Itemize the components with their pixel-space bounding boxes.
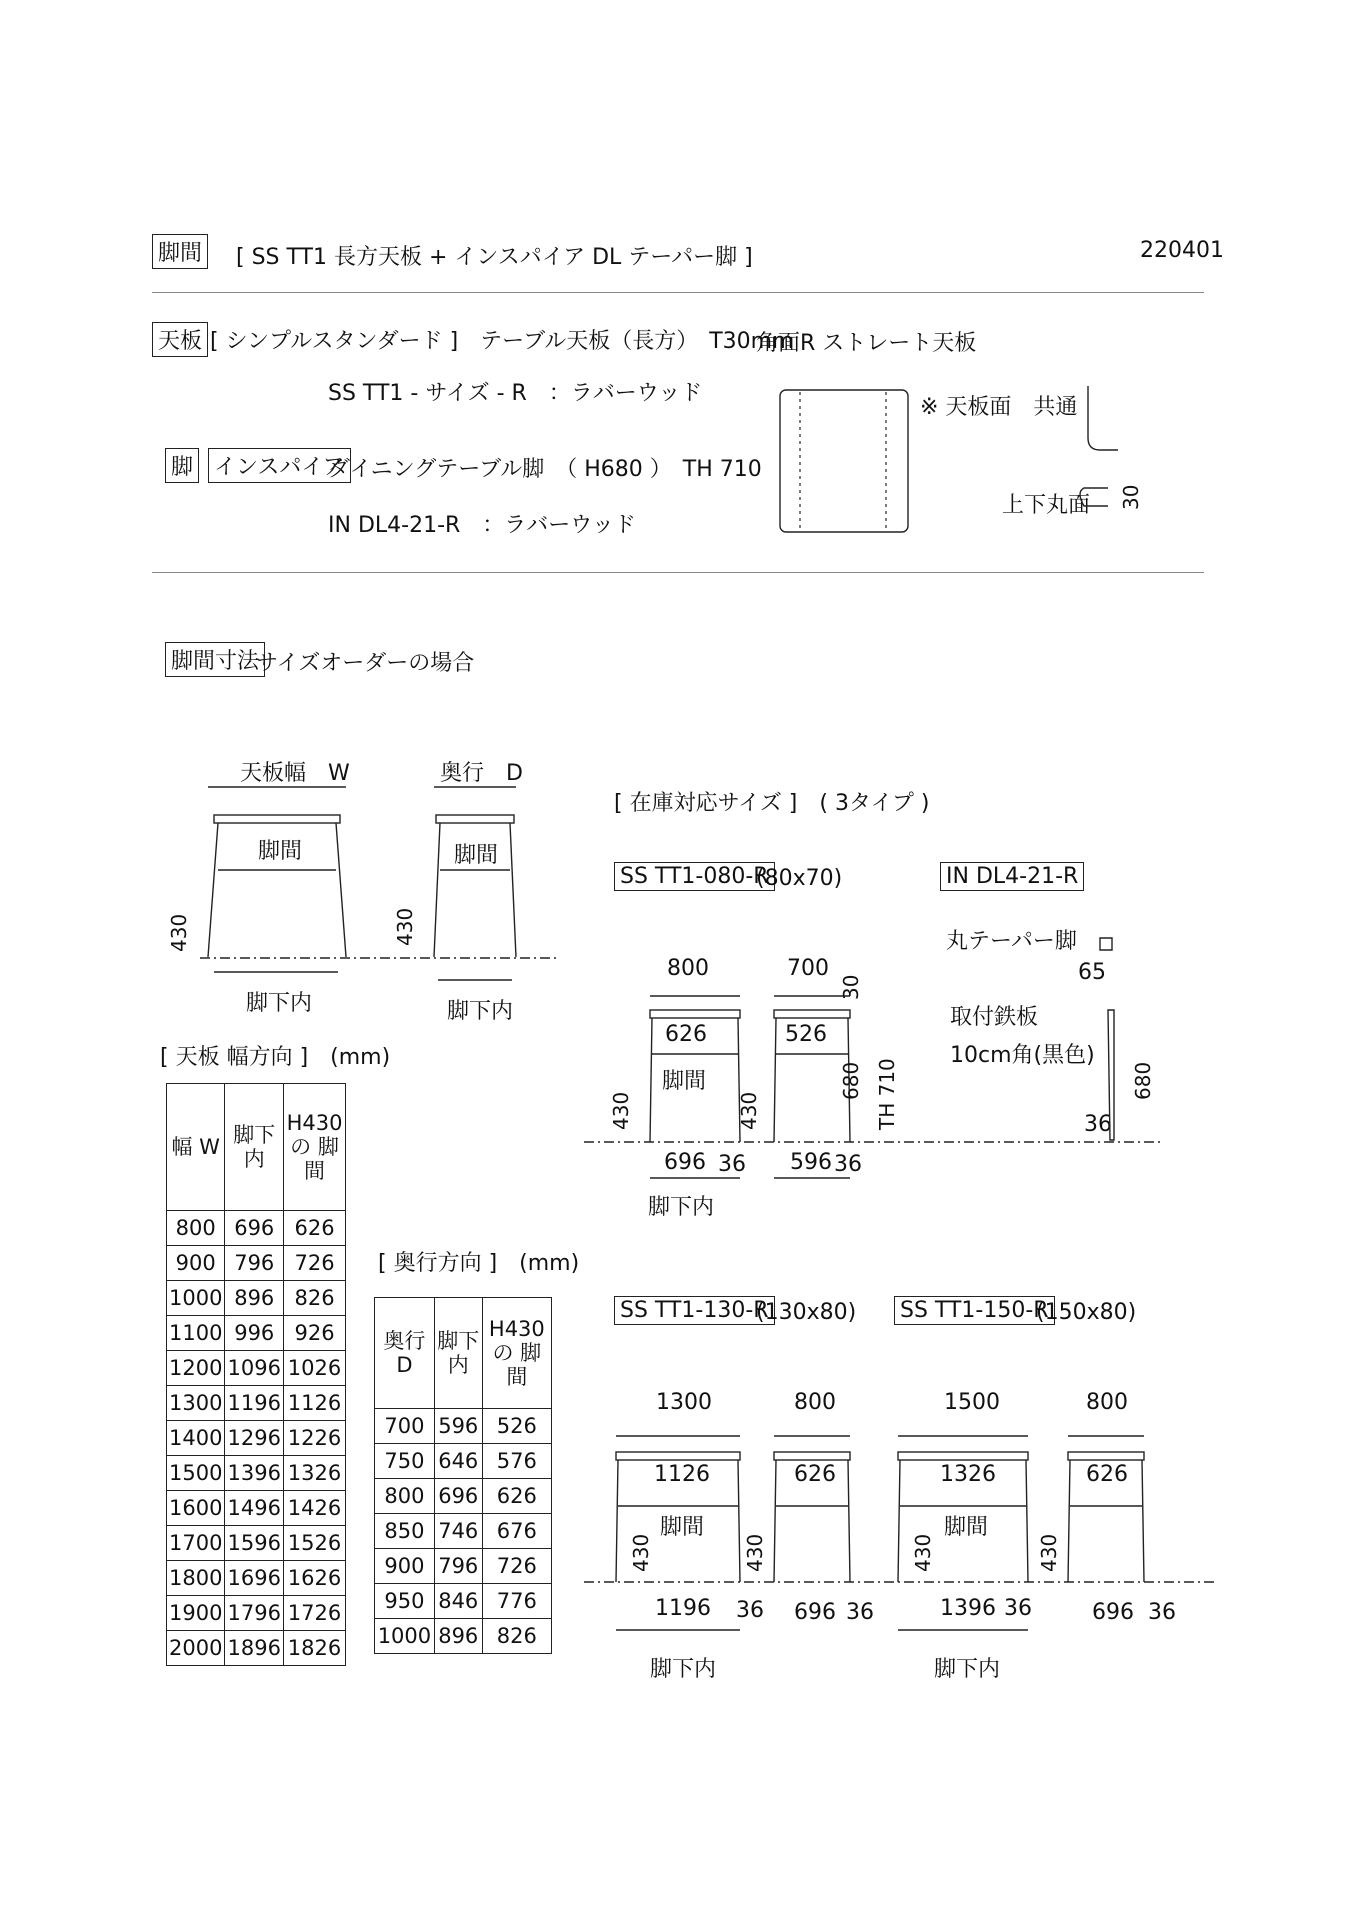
top-board-tag: 天板	[152, 322, 208, 357]
plate-line1: 取付鉄板	[950, 1005, 1039, 1030]
table-cell: 1396	[225, 1456, 284, 1491]
table-header-cell: 脚下内	[434, 1298, 482, 1409]
schematic-leg	[208, 823, 346, 957]
table-cell: 626	[482, 1479, 551, 1514]
table-header-cell: H430の 脚間	[284, 1084, 346, 1211]
dim-626: 626	[665, 1022, 707, 1047]
stock-top-700	[774, 1010, 850, 1018]
model-130: SS TT1-130-R	[614, 1296, 775, 1325]
dim-1126: 1126	[654, 1462, 710, 1487]
table-cell: 646	[434, 1444, 482, 1479]
table-cell: 1500	[167, 1456, 225, 1491]
h430-150a: 430	[911, 1533, 935, 1572]
leg-model: IN DL4-21-R	[940, 862, 1084, 891]
depth-table-title: [ 奥行方向 ] (mm)	[378, 1251, 580, 1276]
dim-36-b: 36	[834, 1152, 862, 1177]
stock-dim	[650, 996, 850, 1178]
gap-label-w: 脚間	[258, 839, 303, 864]
table-cell: 1096	[225, 1351, 284, 1386]
table-cell: 626	[284, 1211, 346, 1246]
width-table-title: [ 天板 幅方向 ] (mm)	[160, 1045, 391, 1070]
table-cell: 800	[167, 1211, 225, 1246]
leg-type: 丸テーパー脚	[946, 929, 1077, 954]
schematic-top-w	[214, 815, 340, 823]
section-title: サイズオーダーの場合	[256, 651, 475, 676]
table-cell: 776	[482, 1584, 551, 1619]
model-080-size: (80x70)	[756, 866, 843, 891]
dim-65: 65	[1078, 960, 1106, 985]
gap-150: 脚間	[944, 1515, 989, 1540]
table-cell: 1696	[225, 1561, 284, 1596]
legs-brand: インスパイア	[208, 448, 351, 483]
stock-leg	[1068, 1460, 1144, 1582]
stock-top-800c	[1068, 1452, 1144, 1460]
table-cell: 896	[225, 1281, 284, 1316]
stock-top-800	[650, 1010, 740, 1018]
inner-080: 脚下内	[648, 1195, 715, 1220]
stock-top-1300	[616, 1452, 740, 1460]
edge-label: 上下丸面	[1002, 493, 1091, 518]
table-cell: 1726	[284, 1596, 346, 1631]
leg-side	[1108, 1010, 1114, 1140]
corner-note: ※ 天板面 共通	[920, 395, 1078, 420]
model-150-size: (150x80)	[1036, 1300, 1137, 1325]
h430-150b: 430	[1037, 1533, 1061, 1572]
table-cell: 1626	[284, 1561, 346, 1596]
table-cell: 1700	[167, 1526, 225, 1561]
header-tag: 脚間	[152, 234, 208, 269]
dim-696: 696	[664, 1150, 706, 1175]
dim-36-leg: 36	[1084, 1112, 1112, 1137]
dim-1396: 1396	[940, 1596, 996, 1621]
legs-line2: IN DL4-21-R ：ラバーウッド	[328, 513, 636, 538]
table-cell: 850	[375, 1514, 435, 1549]
h430-w: 430	[167, 913, 191, 952]
table-cell: 1100	[167, 1316, 225, 1351]
h430-d: 430	[393, 907, 417, 946]
dim-626-b: 626	[794, 1462, 836, 1487]
table-cell: 1200	[167, 1351, 225, 1386]
table-cell: 1800	[167, 1561, 225, 1596]
section-tag: 脚間寸法	[165, 642, 265, 677]
stock-top-800b	[774, 1452, 850, 1460]
schematic-dim	[434, 787, 516, 980]
table-cell: 896	[434, 1619, 482, 1654]
gap-130: 脚間	[660, 1515, 705, 1540]
legs-tag: 脚	[165, 448, 199, 483]
inner-130: 脚下内	[650, 1657, 717, 1682]
stock-top-1500	[898, 1452, 1028, 1460]
depth-label: 奥行 D	[440, 761, 523, 786]
table-cell: 826	[284, 1281, 346, 1316]
table-cell: 796	[225, 1246, 284, 1281]
dim-680: 680	[839, 1061, 863, 1100]
dim-800-b: 800	[794, 1390, 836, 1415]
dim-526: 526	[785, 1022, 827, 1047]
table-header-cell: 脚下内	[225, 1084, 284, 1211]
corner-title: 角面R ストレート天板	[756, 331, 977, 356]
table-cell: 950	[375, 1584, 435, 1619]
table-cell: 1326	[284, 1456, 346, 1491]
table-cell: 750	[375, 1444, 435, 1479]
table-cell: 700	[375, 1409, 435, 1444]
table-header-cell: 幅 W	[167, 1084, 225, 1211]
stock-leg	[774, 1460, 850, 1582]
dim-36-d: 36	[846, 1600, 874, 1625]
model-080: SS TT1-080-R	[614, 862, 775, 891]
table-cell: 1296	[225, 1421, 284, 1456]
dim-680-leg: 680	[1131, 1061, 1155, 1100]
schematic-top-d	[436, 815, 514, 823]
table-cell: 900	[167, 1246, 225, 1281]
table-cell: 1000	[375, 1619, 435, 1654]
table-cell: 526	[482, 1409, 551, 1444]
table-cell: 726	[482, 1549, 551, 1584]
table-cell: 1826	[284, 1631, 346, 1666]
table-cell: 1896	[225, 1631, 284, 1666]
plate-line2: 10cm角(黒色)	[950, 1043, 1095, 1068]
edge-profile	[1088, 386, 1118, 450]
stock-title: [ 在庫対応サイズ ] ( 3タイプ )	[614, 791, 930, 816]
dim-800-c: 800	[1086, 1390, 1128, 1415]
table-cell: 1426	[284, 1491, 346, 1526]
table-cell: 726	[284, 1246, 346, 1281]
table-cell: 596	[434, 1409, 482, 1444]
table-cell: 800	[375, 1479, 435, 1514]
table-header-cell: H430の 脚間	[482, 1298, 551, 1409]
page-title: [ SS TT1 長方天板 + インスパイア DL テーパー脚 ]	[236, 245, 753, 270]
table-cell: 1796	[225, 1596, 284, 1631]
table-cell: 696	[225, 1211, 284, 1246]
dim-1500: 1500	[944, 1390, 1000, 1415]
table-cell: 796	[434, 1549, 482, 1584]
table-cell: 826	[482, 1619, 551, 1654]
table-cell: 1226	[284, 1421, 346, 1456]
stock-leg	[650, 1018, 740, 1142]
board-plan	[780, 390, 908, 532]
h430-080b: 430	[737, 1091, 761, 1130]
inner-150: 脚下内	[934, 1657, 1001, 1682]
table-cell: 2000	[167, 1631, 225, 1666]
table-cell: 1900	[167, 1596, 225, 1631]
dim-626-c: 626	[1086, 1462, 1128, 1487]
table-cell: 1496	[225, 1491, 284, 1526]
table-header-cell: 奥行 D	[375, 1298, 435, 1409]
model-130-size: (130x80)	[756, 1300, 857, 1325]
table-cell: 900	[375, 1549, 435, 1584]
inner-label-d: 脚下内	[447, 999, 514, 1024]
dim-1300: 1300	[656, 1390, 712, 1415]
table-cell: 846	[434, 1584, 482, 1619]
leg-bracket	[1100, 938, 1112, 950]
top-board-line2: SS TT1 - サイズ - R ：ラバーウッド	[328, 381, 703, 406]
table-cell: 1526	[284, 1526, 346, 1561]
table-cell: 1600	[167, 1491, 225, 1526]
table-cell: 1196	[225, 1386, 284, 1421]
schematic-leg	[434, 823, 516, 957]
dim-800: 800	[667, 956, 709, 981]
table-cell: 1400	[167, 1421, 225, 1456]
dim-36-c: 36	[736, 1598, 764, 1623]
dim-1326: 1326	[940, 1462, 996, 1487]
dim-696-b: 696	[794, 1600, 836, 1625]
edge-dim-30: 30	[1119, 484, 1143, 510]
rounded-edge-profile	[1080, 488, 1108, 506]
table-cell: 1300	[167, 1386, 225, 1421]
dim-36-e: 36	[1004, 1596, 1032, 1621]
table-cell: 1596	[225, 1526, 284, 1561]
model-150: SS TT1-150-R	[894, 1296, 1055, 1325]
width-label: 天板幅 W	[240, 761, 350, 786]
dim-700: 700	[787, 956, 829, 981]
top-board-line1: [ シンプルスタンダード ] テーブル天板（長方） T30mm	[210, 329, 794, 354]
table-cell: 576	[482, 1444, 551, 1479]
table-cell: 996	[225, 1316, 284, 1351]
table-cell: 676	[482, 1514, 551, 1549]
table-cell: 1000	[167, 1281, 225, 1316]
h430-130b: 430	[743, 1533, 767, 1572]
h430-130a: 430	[629, 1533, 653, 1572]
inner-label-w: 脚下内	[246, 991, 313, 1016]
dim-1196: 1196	[655, 1596, 711, 1621]
dim-36-a: 36	[718, 1152, 746, 1177]
dim-th710: TH 710	[875, 1058, 899, 1130]
document-code: 220401	[1140, 238, 1224, 263]
table-cell: 1026	[284, 1351, 346, 1386]
gap-label-d: 脚間	[454, 843, 499, 868]
stock-dim	[616, 1436, 1144, 1630]
dim-696-c: 696	[1092, 1600, 1134, 1625]
dim-30-top: 30	[839, 974, 863, 1000]
table-cell: 746	[434, 1514, 482, 1549]
table-cell: 696	[434, 1479, 482, 1514]
dim-596: 596	[790, 1150, 832, 1175]
legs-line1: ダイニングテーブル脚 （ H680 ） TH 710	[328, 457, 762, 482]
table-cell: 926	[284, 1316, 346, 1351]
dim-36-f: 36	[1148, 1600, 1176, 1625]
gap-080: 脚間	[662, 1069, 707, 1094]
table-cell: 1126	[284, 1386, 346, 1421]
h430-080a: 430	[609, 1091, 633, 1130]
